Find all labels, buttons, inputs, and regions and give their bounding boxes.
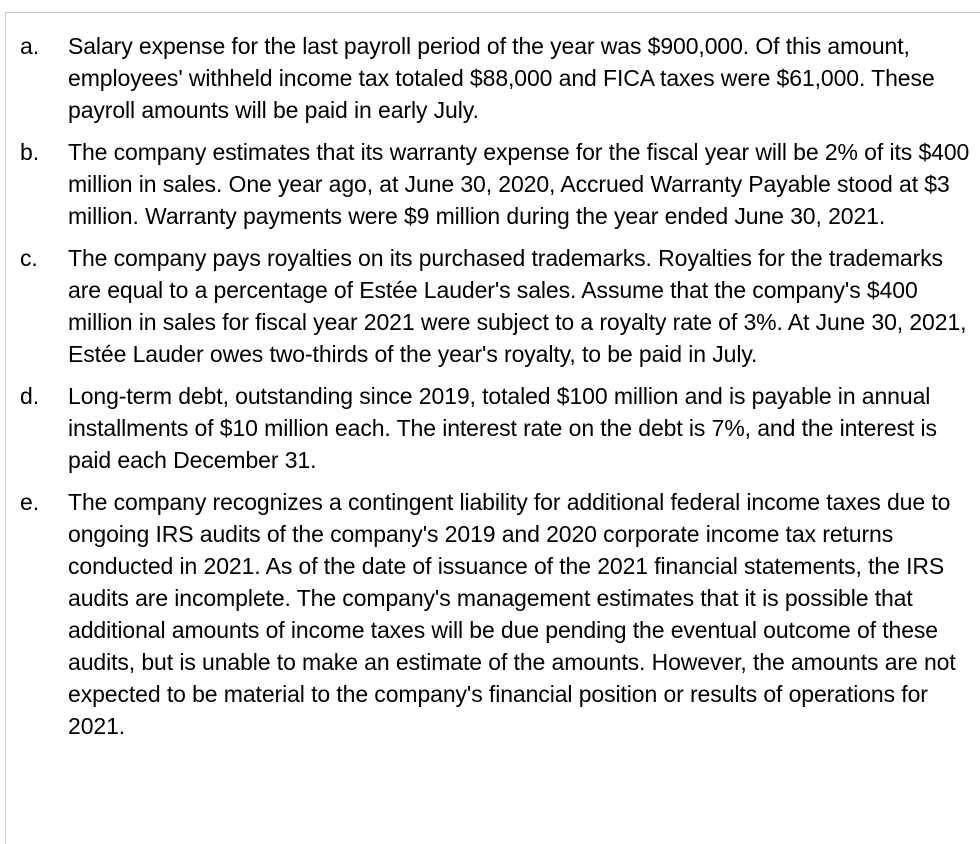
list-item (6, 136, 980, 232)
item-text: Long-term debt, outstanding since 2019, totaled $100 million and is payable in annual installments of $10 million each. The interest rate on the debt is 7%, and the interest is paid each December 31. (68, 383, 937, 473)
item-marker: c. (20, 245, 38, 271)
item-text: The company pays royalties on its purchased trademarks. Royalties for the trademarks are equal to a percentage of Estée Lauder's sales. Assume that the company's $400 million in sales for fiscal year 2021 were subject to a royalty rate of 3%. At June 30, 2021, Estée Lauder owes two-thirds of the year's royalty, to be paid in July. (68, 245, 967, 367)
item-text: Salary expense for the last payroll period of the year was $900,000. Of this amount, employees' withheld income tax totaled $88,000 and FICA taxes were $61,000. These payroll amounts will be paid in early July. (68, 33, 935, 123)
list-item (6, 30, 980, 126)
content-frame (5, 12, 980, 844)
item-text: The company estimates that its warranty expense for the fiscal year will be 2% of its $400 million in sales. One year ago, at June 30, 2020, Accrued Warranty Payable stood at $3 million. Warranty payments were $9 million during the year ended June 30, 2021. (68, 139, 970, 229)
list-item (6, 380, 980, 476)
item-marker: b. (20, 139, 39, 165)
list-item (6, 242, 980, 370)
item-marker: d. (20, 383, 39, 409)
item-list (6, 13, 980, 742)
list-item (6, 486, 980, 742)
item-text: The company recognizes a contingent liability for additional federal income taxes due to ongoing IRS audits of the company's 2019 and 2020 corporate income tax returns conducted in 2021. As of the date of issuance of the 2021 financial statements, the IRS audits are incomplete. The company's management estimates that it is possible that additional amounts of income taxes will be due pending the eventual outcome of these audits, but is unable to make an estimate of the amounts. However, the amounts are not expected to be material to the company's financial position or results of operations for 2021. (68, 489, 956, 739)
item-marker: a. (20, 33, 39, 59)
item-marker: e. (20, 489, 39, 515)
